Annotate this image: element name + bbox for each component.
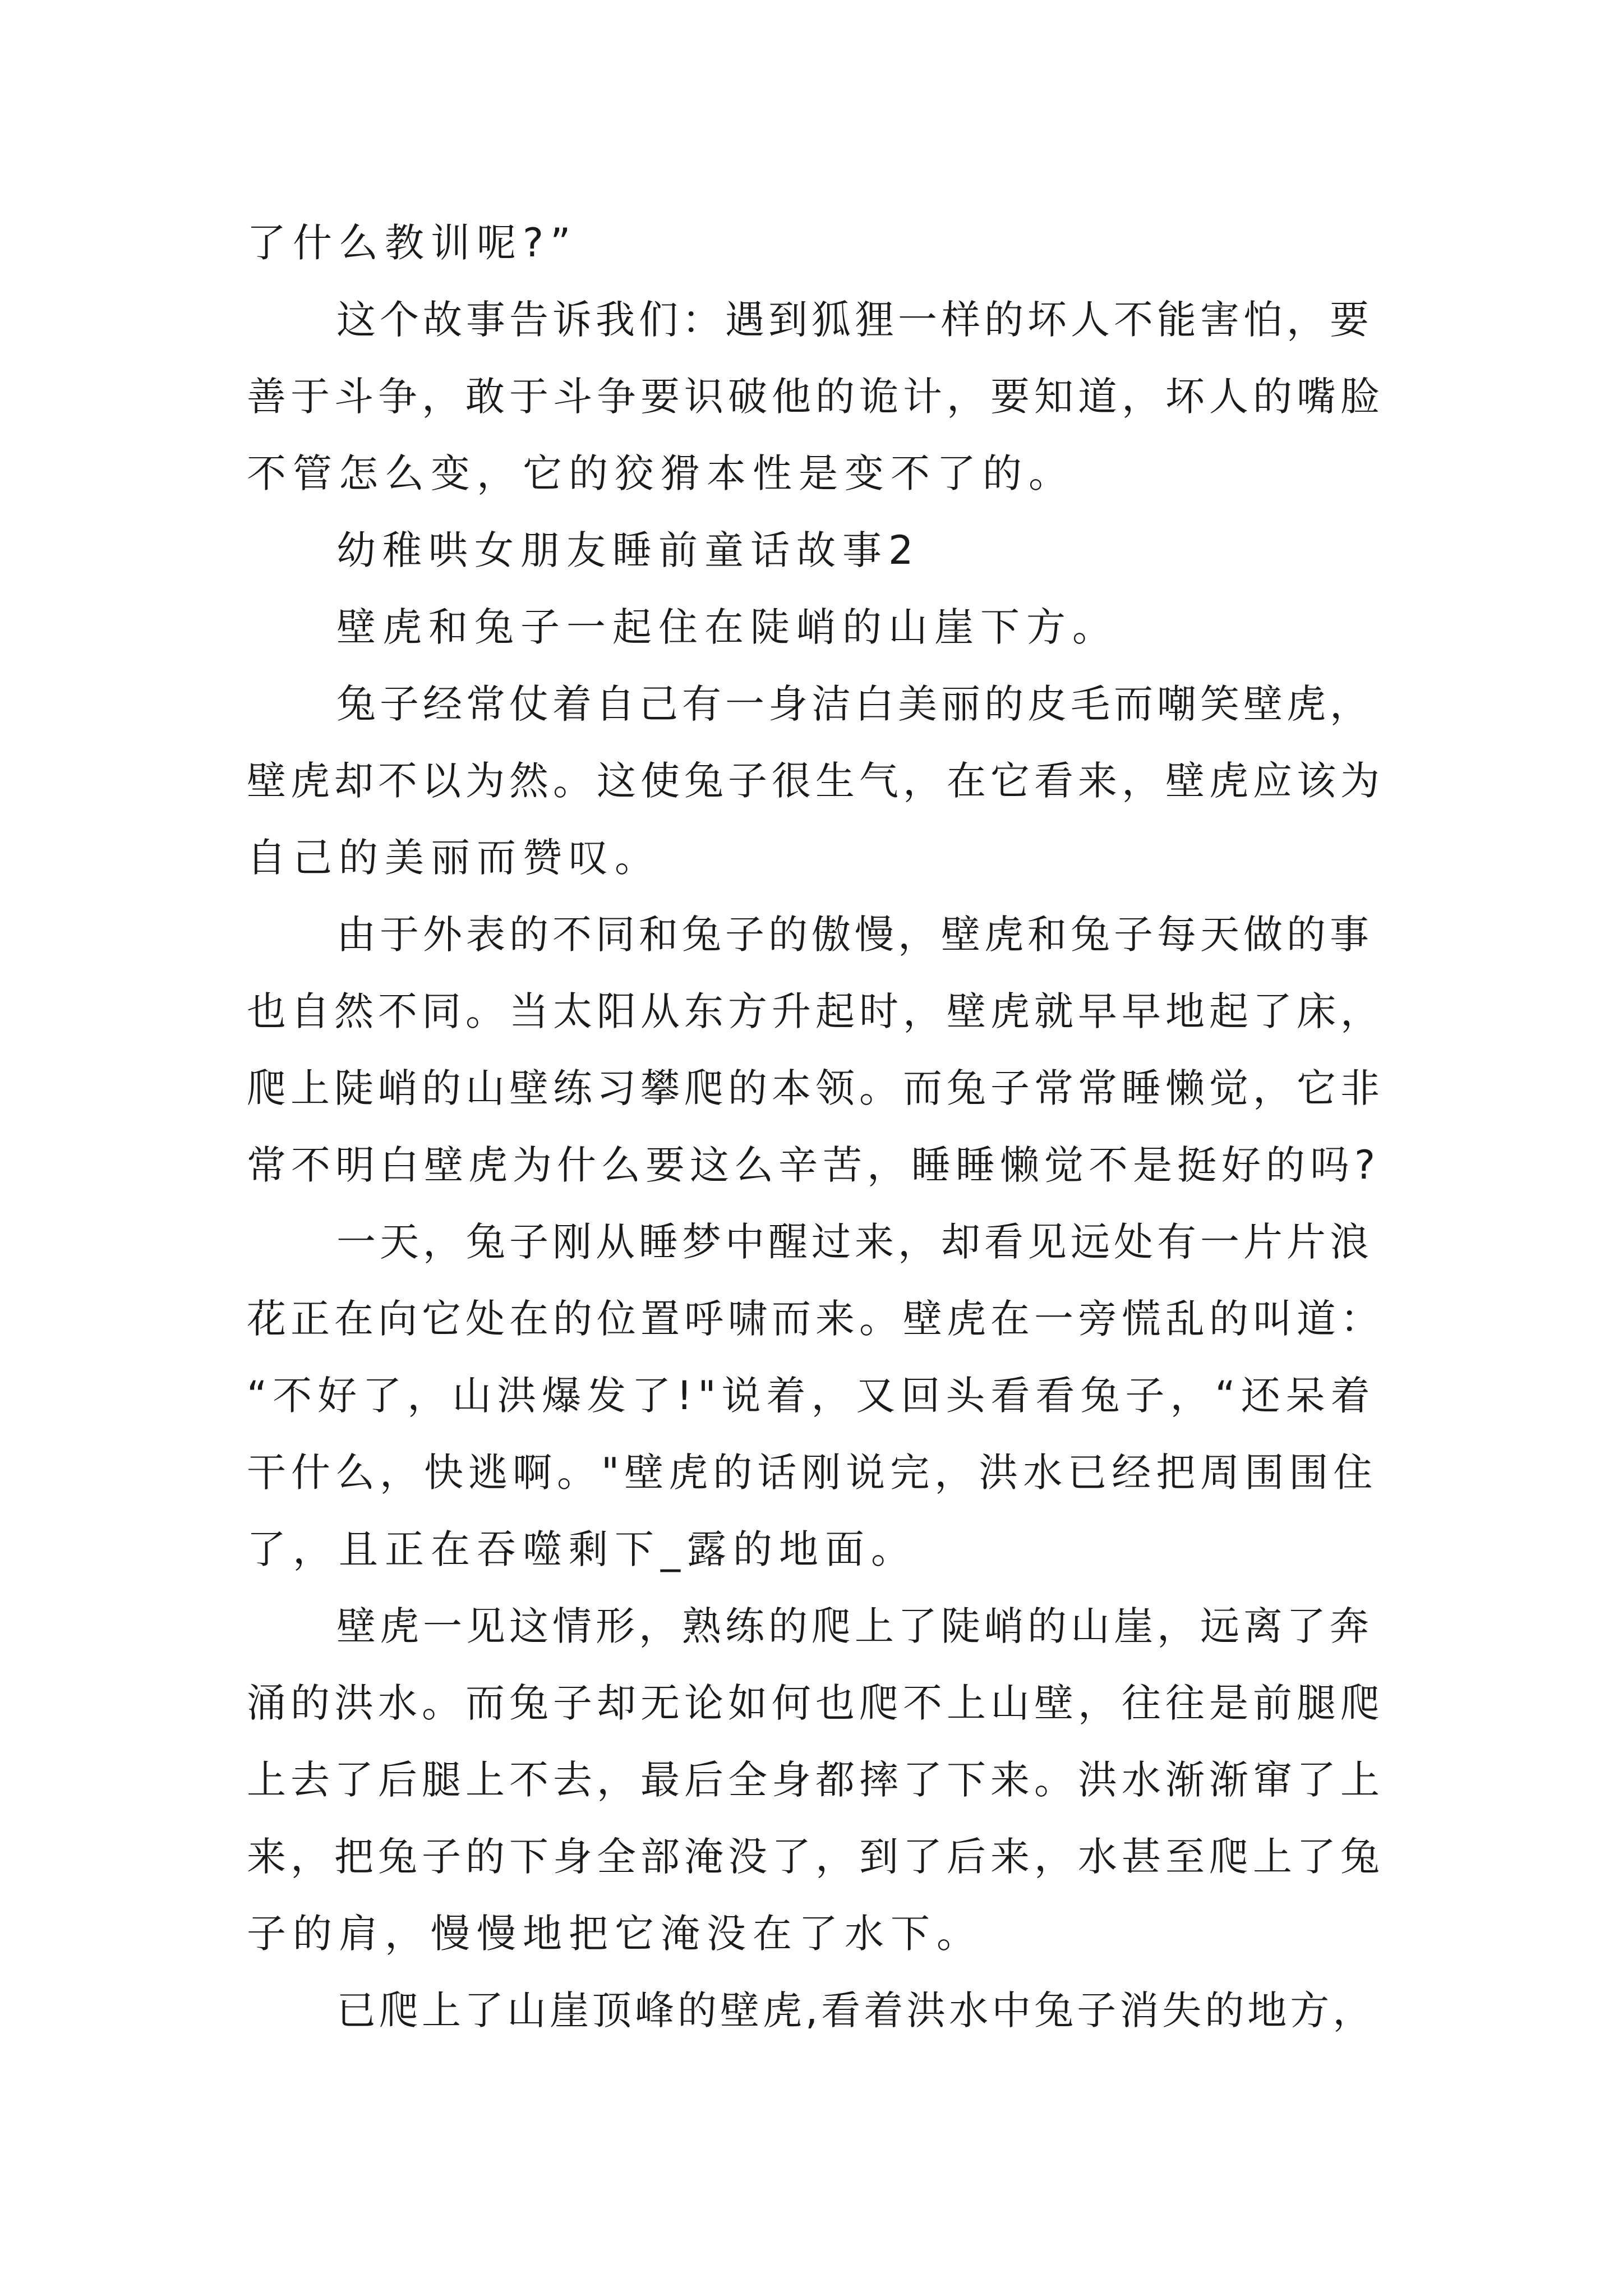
text-line-24: 已爬上了山崖顶峰的壁虎,看着洪水中兔子消失的地方， bbox=[336, 1987, 1376, 2033]
section-heading: 幼稚哄女朋友睡前童话故事2 bbox=[336, 527, 920, 573]
text-line-8: 壁虎却不以为然。这使兔子很生气，在它看来，壁虎应该为 bbox=[247, 758, 1384, 804]
text-line-21: 上去了后腿上不去，最后全身都摔了下来。洪水渐渐窜了上 bbox=[247, 1757, 1384, 1803]
text-line-14: 一天，兔子刚从睡梦中醒过来，却看见远处有一片片浪 bbox=[336, 1219, 1373, 1265]
text-line-9: 自己的美丽而赞叹。 bbox=[247, 835, 661, 881]
text-line-11: 也自然不同。当太阳从东方升起时，壁虎就早早地起了床， bbox=[247, 988, 1384, 1034]
text-line-15: 花正在向它处在的位置呼啸而来。壁虎在一旁慌乱的叫道： bbox=[247, 1296, 1384, 1342]
text-line-20: 涌的洪水。而兔子却无论如何也爬不上山壁，往往是前腿爬 bbox=[247, 1680, 1384, 1726]
text-line-6: 壁虎和兔子一起住在陡峭的山崖下方。 bbox=[336, 604, 1118, 650]
text-line-13: 常不明白壁虎为什么要这么辛苦，睡睡懒觉不是挺好的吗? bbox=[247, 1142, 1381, 1188]
text-line-4: 不管怎么变，它的狡猾本性是变不了的。 bbox=[247, 450, 1075, 496]
text-line-23: 子的肩，慢慢地把它淹没在了水下。 bbox=[247, 1911, 983, 1957]
text-line-3: 善于斗争，敢于斗争要识破他的诡计，要知道，坏人的嘴脸 bbox=[247, 374, 1384, 420]
text-line-16: “不好了，山洪爆发了!"说着，又回头看看兔子，“还呆着 bbox=[247, 1373, 1376, 1419]
text-line-22: 来，把兔子的下身全部淹没了，到了后来，水甚至爬上了兔 bbox=[247, 1834, 1384, 1880]
text-line-12: 爬上陡峭的山壁练习攀爬的本领。而兔子常常睡懒觉，它非 bbox=[247, 1065, 1384, 1111]
text-line-7: 兔子经常仗着自己有一身洁白美丽的皮毛而嘲笑壁虎， bbox=[336, 681, 1373, 727]
text-line-17: 干什么，快逃啊。"壁虎的话刚说完，洪水已经把周围围住 bbox=[247, 1450, 1378, 1496]
text-line-10: 由于外表的不同和兔子的傲慢，壁虎和兔子每天做的事 bbox=[336, 912, 1373, 958]
text-line-19: 壁虎一见这情形，熟练的爬上了陡峭的山崖，远离了奔 bbox=[336, 1603, 1373, 1649]
text-line-1: 了什么教训呢?” bbox=[247, 220, 578, 266]
text-line-2: 这个故事告诉我们：遇到狐狸一样的坏人不能害怕，要 bbox=[336, 297, 1373, 343]
text-line-18: 了，且正在吞噬剩下_露的地面。 bbox=[247, 1526, 917, 1572]
